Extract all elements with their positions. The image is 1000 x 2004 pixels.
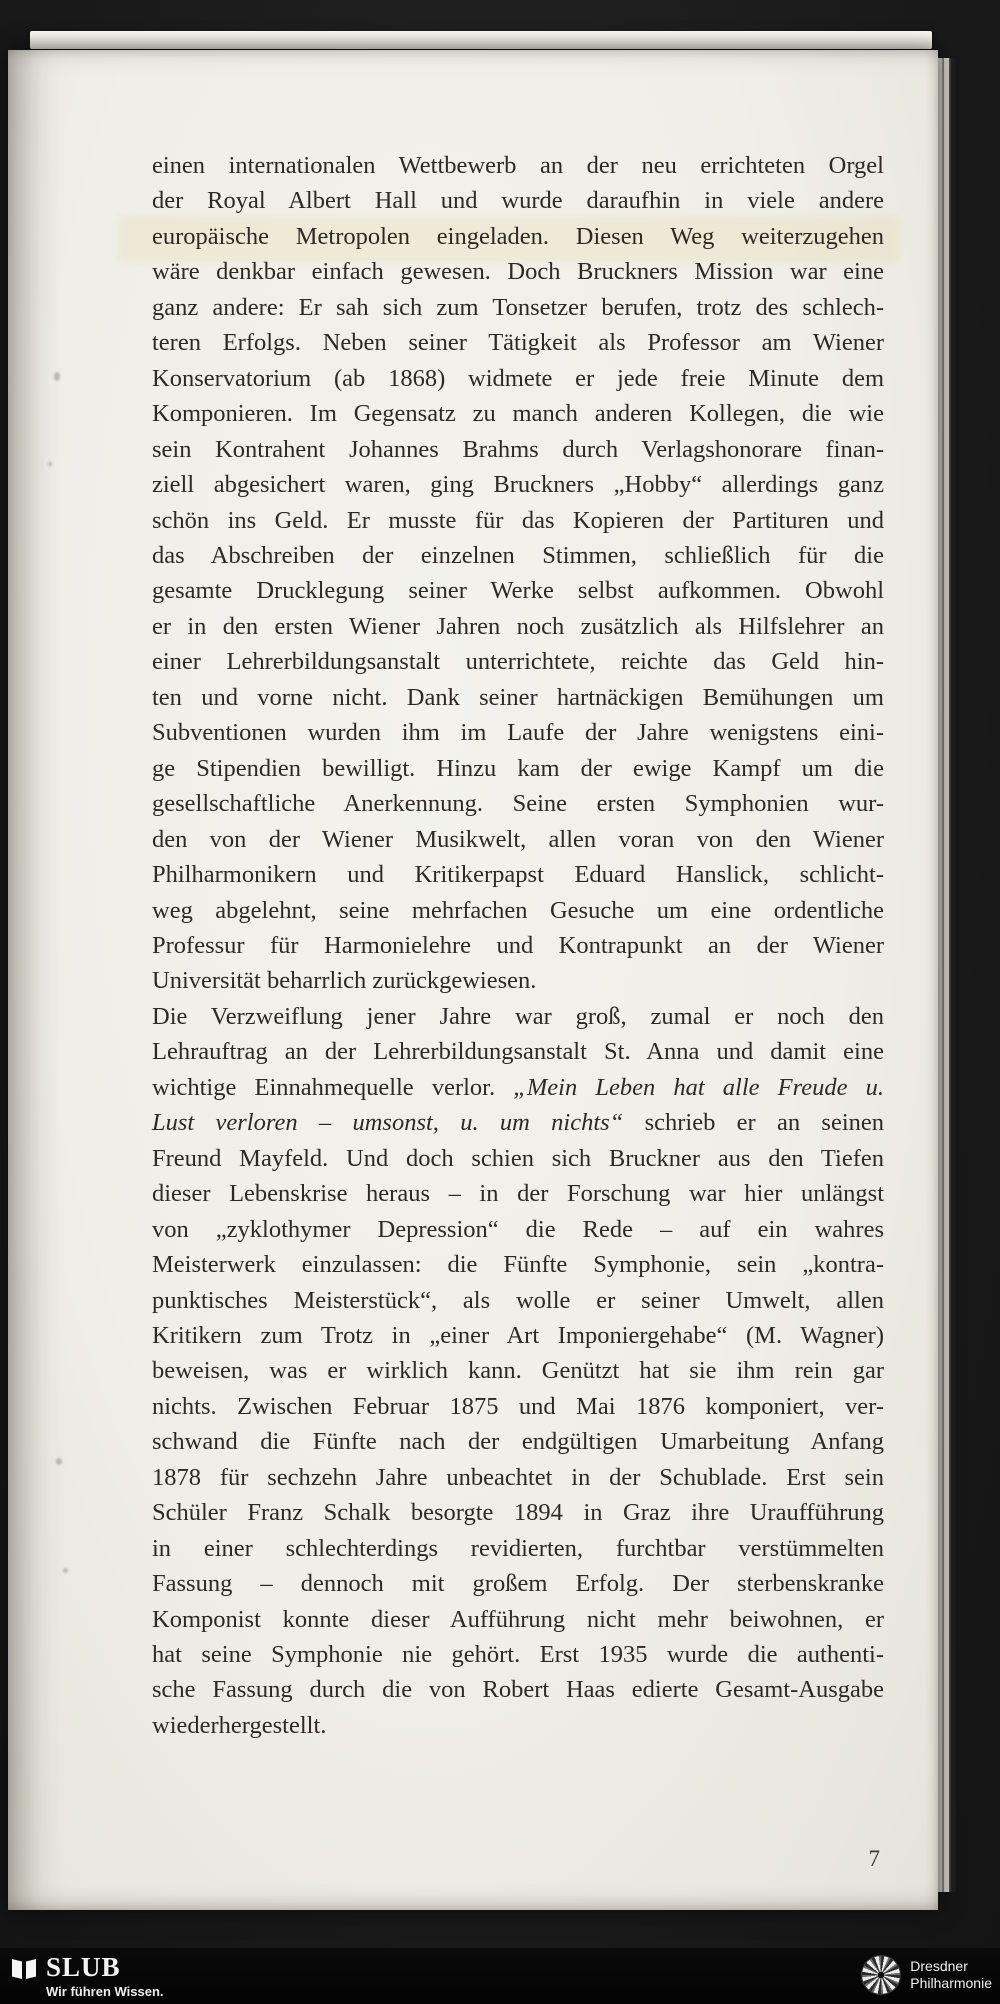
text-line: sein Kontrahent Johannes Brahms durch Verlagshonorare finan-: [152, 435, 884, 463]
text-line: gesellschaftliche Anerkennung. Seine ersten Symphonien wur-: [152, 790, 884, 818]
text-line: schön ins Geld. Er musste für das Kopieren der Partituren und: [152, 506, 884, 534]
paragraph: [152, 999, 884, 1744]
text-line: Komponieren. Im Gegensatz zu manch anderen Kollegen, die wie: [152, 400, 884, 428]
text-line: Professur für Harmonielehre und Kontrapunkt an der Wiener: [152, 931, 884, 959]
paragraph: [152, 148, 884, 999]
text-line: hat seine Symphonie nie gehört. Erst 1935 wurde die authenti-: [152, 1641, 884, 1669]
text-line: gesamte Drucklegung seiner Werke selbst aufkommen. Obwohl: [152, 577, 884, 605]
slub-wordmark: SLUB: [46, 1952, 121, 1982]
text-line: von „zyklothymer Depression“ die Rede – auf ein wahres: [152, 1215, 884, 1243]
text-line: einen internationalen Wettbewerb an der neu errichteten Orgel: [152, 152, 884, 179]
text-line: punktisches Meisterstück“, als wolle er seiner Umwelt, allen: [152, 1286, 884, 1314]
text-line: Lehrauftrag an der Lehrerbildungsanstalt St. Anna und damit eine: [152, 1038, 884, 1066]
text-line: wäre denkbar einfach gewesen. Doch Bruckners Mission war eine: [152, 258, 884, 286]
open-book-icon: [10, 1955, 38, 1983]
text-line: ge Stipendien bewilligt. Hinzu kam der ewige Kampf um die: [152, 754, 884, 782]
text-line: europäische Metropolen eingeladen. Diesen Weg weiterzugehen: [152, 222, 884, 250]
footer-bar: [0, 1948, 1000, 2004]
philharmonie-name: [910, 1958, 992, 1992]
text-line: in einer schlechterdings revidierten, furchtbar verstümmelten: [152, 1534, 884, 1562]
text-line: Philharmonikern und Kritikerpapst Eduard Hanslick, schlicht-: [152, 861, 884, 889]
text-line: Meisterwerk einzulassen: die Fünfte Symphonie, sein „kontra-: [152, 1251, 884, 1279]
text-line: schwand die Fünfte nach der endgültigen Umarbeitung Anfang: [152, 1428, 884, 1456]
text-line: 1878 für sechzehn Jahre unbeachtet in der Schublade. Erst sein: [152, 1463, 884, 1491]
text-line: das Abschreiben der einzelnen Stimmen, schließlich für die: [152, 541, 884, 569]
philharmonie-logo: [862, 1956, 992, 1994]
philharmonie-name-line2: Philharmonie: [910, 1975, 992, 1991]
text-line: Kritikern zum Trotz in „einer Art Imponiergehabe“ (M. Wagner): [152, 1321, 884, 1349]
slub-logo: [10, 1953, 164, 1999]
text-line: Schüler Franz Schalk besorgte 1894 in Graz ihre Uraufführung: [152, 1499, 884, 1527]
paper-speck: [63, 1568, 68, 1573]
page-number: 7: [868, 1846, 880, 1871]
text-line: Konservatorium (ab 1868) widmete er jede freie Minute dem: [152, 364, 884, 392]
page-text: [152, 148, 884, 1743]
paper-speck: [56, 1458, 62, 1465]
text-line: sche Fassung durch die von Robert Haas edierte Gesamt-Ausgabe: [152, 1676, 884, 1704]
text-line: ten und vorne nicht. Dank seiner hartnäckigen Bemühungen um: [152, 683, 884, 711]
text-line: Komponist konnte dieser Aufführung nicht mehr beiwohnen, er: [152, 1605, 884, 1633]
philharmonie-name-line1: Dresdner: [910, 1958, 968, 1974]
text-line: Die Verzweiflung jener Jahre war groß, zumal er noch den: [152, 1002, 884, 1030]
text-line: Lust verloren – umsonst, u. um nichts“ schrieb er an seinen: [152, 1109, 885, 1137]
text-line: nichts. Zwischen Februar 1875 und Mai 1876 komponiert, ver-: [152, 1392, 884, 1420]
text-line: beweisen, was er wirklich kann. Genützt hat sie ihm rein gar: [152, 1357, 884, 1385]
paper-speck: [48, 462, 52, 466]
text-line: wichtige Einnahmequelle verlor. „Mein Leben hat alle Freude u.: [152, 1073, 884, 1101]
previous-page-edge: [30, 31, 932, 49]
text-line: der Royal Albert Hall und wurde daraufhin in viele andere: [152, 187, 884, 215]
text-line: weg abgelehnt, seine mehrfachen Gesuche um eine ordentliche: [152, 896, 884, 924]
text-line: Subventionen wurden ihm im Laufe der Jahre wenigstens eini-: [152, 719, 884, 747]
text-line: Freund Mayfeld. Und doch schien sich Bruckner aus den Tiefen: [152, 1144, 884, 1172]
text-line: ziell abgesichert waren, ging Bruckners „Hobby“ allerdings ganz: [152, 471, 884, 499]
paper-speck: [54, 372, 60, 381]
text-line: einer Lehrerbildungsanstalt unterrichtete, reichte das Geld hin-: [152, 648, 884, 676]
text-line: Fassung – dennoch mit großem Erfolg. Der sterbenskranke: [152, 1570, 884, 1598]
slub-tagline: Wir führen Wissen.: [46, 1984, 164, 1999]
page-edge-stack: [937, 58, 956, 1892]
scanned-page[interactable]: [8, 50, 938, 1910]
text-line: dieser Lebenskrise heraus – in der Forschung war hier unlängst: [152, 1180, 884, 1208]
text-line: er in den ersten Wiener Jahren noch zusätzlich als Hilfslehrer an: [152, 612, 884, 640]
text-line: wiederhergestellt.: [152, 1711, 327, 1739]
text-line: teren Erfolgs. Neben seiner Tätigkeit als Professor am Wiener: [152, 329, 884, 357]
text-line: den von der Wiener Musikwelt, allen voran von den Wiener: [152, 825, 884, 853]
text-line: ganz andere: Er sah sich zum Tonsetzer berufen, trotz des schlech-: [152, 293, 884, 321]
pinwheel-icon: [862, 1956, 900, 1994]
text-line: Universität beharrlich zurückgewiesen.: [152, 967, 537, 995]
